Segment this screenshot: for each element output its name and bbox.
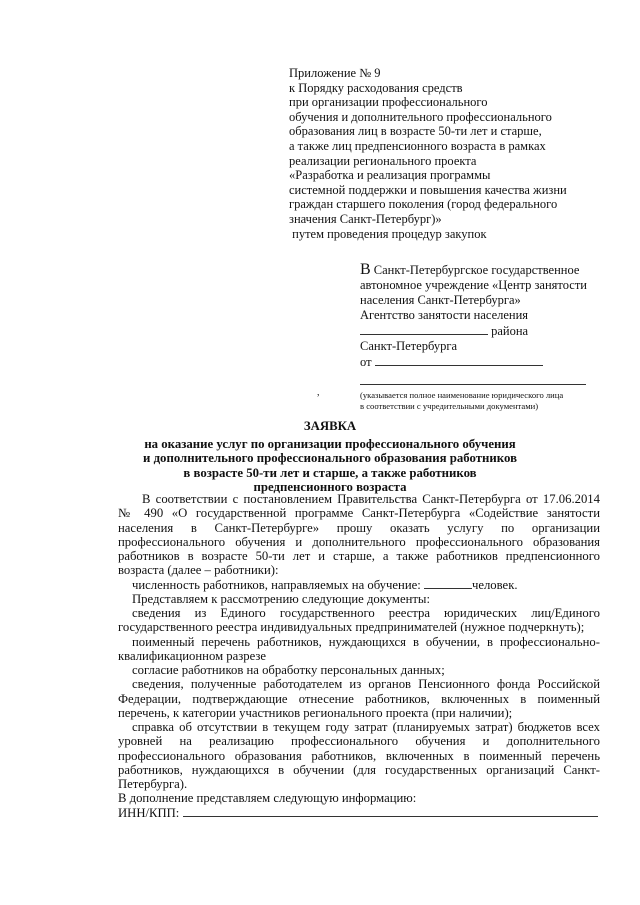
addressee-line-2: автономное учреждение «Центр занятости	[360, 278, 587, 292]
note-line: в соответствии с учредительными документами)	[360, 400, 539, 411]
annex-line: реализации регионального проекта	[289, 153, 477, 168]
addressee-line-6: Санкт-Петербурга	[360, 339, 458, 353]
annex-line: системной поддержки и повышения качества жизни	[289, 182, 567, 197]
addressee-line-1	[360, 262, 630, 278]
annex-line: а также лиц предпенсионного возраста в рамках	[289, 138, 546, 153]
legal-name-note	[360, 390, 630, 411]
paragraph-certificate: справка об отсутствии в текущем году затрат (планируемых затрат) бюджетов всех уровней на реализацию профессионального обучения и дополнительного профессионального образования работников, включенных в поименный перечень работников, нуждающихся в обучении (для государственных организаций Санкт-Петербурга).	[118, 720, 600, 791]
annex-header	[289, 66, 619, 241]
stray-mark: ,	[317, 387, 320, 398]
district-suffix: района	[488, 324, 529, 338]
addressee-text: Санкт-Петербургское государственное	[370, 263, 580, 277]
from-line	[360, 354, 630, 370]
inn-kpp-label: ИНН/КПП:	[118, 805, 180, 820]
district-line	[360, 323, 630, 339]
annex-line: к Порядку расходования средств	[289, 80, 463, 95]
annex-line: путем проведения процедур закупок	[289, 226, 487, 241]
addressee-block	[360, 262, 630, 411]
paragraph-list: поименный перечень работников, нуждающихся в обучении, в профессионально-квалификационном разрезе	[118, 634, 600, 663]
annex-line: Приложение № 9	[289, 66, 381, 80]
inn-kpp-blank[interactable]	[183, 806, 598, 817]
paragraph-consent: согласие работников на обработку персональных данных;	[132, 663, 445, 677]
annex-line: «Разработка и реализация программы	[289, 168, 491, 183]
note-line: (указывается полное наименование юридического лица	[360, 390, 564, 400]
title-heading: ЗАЯВКА	[303, 419, 357, 433]
headcount-unit: человек.	[471, 577, 518, 592]
annex-line: образования лиц в возрасте 50-ти лет и старше,	[289, 124, 542, 139]
from-blank[interactable]	[375, 354, 543, 366]
annex-line: обучения и дополнительного профессионального	[289, 109, 552, 124]
annex-line: значения Санкт-Петербург)»	[289, 211, 442, 226]
document-title	[100, 419, 560, 494]
addressee-line-4: Агентство занятости населения	[360, 308, 529, 322]
title-line: на оказание услуг по организации профессионального обучения	[144, 437, 516, 452]
title-line: предпенсионного возраста	[253, 479, 407, 494]
paragraph-documents: Представляем к рассмотрению следующие документы:	[132, 591, 430, 606]
headcount-blank[interactable]	[424, 578, 472, 589]
paragraph-additional: В дополнение представляем следующую информацию:	[118, 791, 417, 806]
district-blank[interactable]	[360, 323, 488, 335]
paragraph-headcount	[118, 578, 600, 592]
annex-line: граждан старшего поколения (город федерального	[289, 197, 558, 212]
title-line: в возрасте 50-ти лет и старше, а также работников	[183, 465, 477, 480]
paragraph-pension-fund: сведения, полученные работодателем из органов Пенсионного фонда Российской Федерации, подтверждающие отнесение работников, включенных в поименный перечень, к категории участников регионального проекта (при наличии);	[118, 677, 600, 720]
document-body	[118, 492, 600, 820]
inn-kpp-line	[118, 806, 600, 820]
name-rule	[360, 384, 586, 385]
addressee-line-3: населения Санкт-Петербурга»	[360, 293, 521, 307]
from-label: от	[360, 355, 372, 369]
annex-line: при организации профессионального	[289, 95, 488, 110]
title-line: и дополнительного профессионального образования работников	[143, 451, 517, 466]
paragraph-register: сведения из Единого государственного реестра юридических лиц/Единого государственного реестра индивидуальных предпринимателей (нужное подчеркнуть);	[118, 606, 600, 635]
headcount-label: численность работников, направляемых на обучение:	[132, 577, 424, 592]
paragraph-intro: В соответствии с постановлением Правительства Санкт-Петербурга от 17.06.2014 № 490 «О государственной программе Санкт-Петербурга «Содействие занятости населения в Санкт-Петербурге» прошу оказать услугу по организации профессионального обучения и дополнительного профессионального образования работников в возрасте 50-ти лет и старше, а также работников предпенсионного возраста (далее – работники):	[118, 492, 600, 578]
addressee-initial: В	[360, 261, 371, 278]
